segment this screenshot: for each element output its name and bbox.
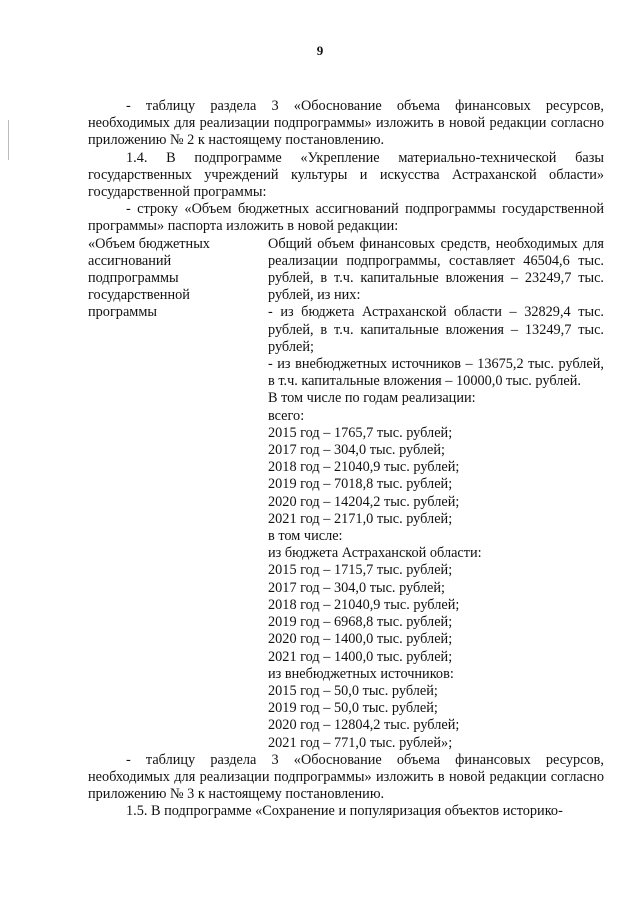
year-line: 2015 год – 1715,7 тыс. рублей; bbox=[268, 562, 453, 579]
paragraph-item-1-4: 1.4. В подпрограмме «Укрепление материально-технической базы государственных учреждений культуры и искусства Астраханской области» государственной программы: bbox=[88, 149, 604, 201]
year-line: 2021 год – 771,0 тыс. рублей»; bbox=[268, 734, 453, 751]
paragraph-table-appendix-3: - таблицу раздела 3 «Обоснование объема финансовых ресурсов, необходимых для реализации подпрограммы» изложить в новой редакции согласно приложению № 3 к настоящему постановлению. bbox=[88, 751, 604, 803]
year-line: 2020 год – 1400,0 тыс. рублей; bbox=[268, 631, 453, 648]
year-line: 2018 год – 21040,9 тыс. рублей; bbox=[268, 459, 460, 476]
funding-extra: - из внебюджетных источников – 13675,2 тыс. рублей, в т.ч. капитальные вложения – 10000,0 тыс. рублей. bbox=[268, 356, 604, 390]
document-body bbox=[88, 98, 604, 821]
year-line: 2018 год – 21040,9 тыс. рублей; bbox=[268, 596, 460, 613]
funding-total: Общий объем финансовых средств, необходимых для реализации подпрограммы, составляет 46504,6 тыс. рублей, в т.ч. капитальные вложения – 23249,7 тыс. рублей, из них: bbox=[268, 235, 604, 304]
year-line: 2019 год – 50,0 тыс. рублей; bbox=[268, 700, 438, 717]
regional-label: из бюджета Астраханской области: bbox=[268, 545, 482, 562]
paragraph-table-appendix-2: - таблицу раздела 3 «Обоснование объема финансовых ресурсов, необходимых для реализации подпрограммы» изложить в новой редакции согласно приложению № 2 к настоящему постановлению. bbox=[88, 98, 604, 149]
all-label: всего: bbox=[268, 407, 305, 424]
including-label: в том числе: bbox=[268, 528, 343, 545]
year-line: 2017 год – 304,0 тыс. рублей; bbox=[268, 442, 446, 459]
passport-value-cell bbox=[268, 236, 604, 752]
year-line: 2019 год – 6968,8 тыс. рублей; bbox=[268, 614, 453, 631]
year-line: 2015 год – 50,0 тыс. рублей; bbox=[268, 682, 438, 699]
extra-label: из внебюджетных источников: bbox=[268, 665, 454, 682]
year-line: 2021 год – 1400,0 тыс. рублей; bbox=[268, 648, 453, 665]
year-line: 2020 год – 12804,2 тыс. рублей; bbox=[268, 717, 460, 734]
paragraph-row-replacement: - строку «Объем бюджетных ассигнований подпрограммы государственной программы» паспорта изложить в новой редакции: bbox=[88, 201, 604, 235]
year-line: 2015 год – 1765,7 тыс. рублей; bbox=[268, 424, 453, 441]
funding-regional: - из бюджета Астраханской области – 32829,4 тыс. рублей, в т.ч. капитальные вложения – 13249,7 тыс. рублей; bbox=[268, 304, 604, 355]
passport-row bbox=[88, 236, 604, 752]
page-number: 9 bbox=[316, 43, 324, 58]
paragraph-item-1-5: 1.5. В подпрограмме «Сохранение и популяризация объектов историко- bbox=[126, 803, 563, 820]
year-line: 2019 год – 7018,8 тыс. рублей; bbox=[268, 476, 453, 493]
passport-label: «Объем бюджетных ассигнований подпрограммы государственной программы bbox=[88, 235, 210, 321]
passport-label-cell bbox=[88, 236, 268, 752]
funding-by-years-heading: В том числе по годам реализации: bbox=[268, 390, 476, 407]
year-line: 2017 год – 304,0 тыс. рублей; bbox=[268, 579, 446, 596]
year-line: 2020 год – 14204,2 тыс. рублей; bbox=[268, 493, 460, 510]
scan-margin-mark bbox=[8, 120, 9, 160]
year-line: 2021 год – 2171,0 тыс. рублей; bbox=[268, 510, 453, 527]
